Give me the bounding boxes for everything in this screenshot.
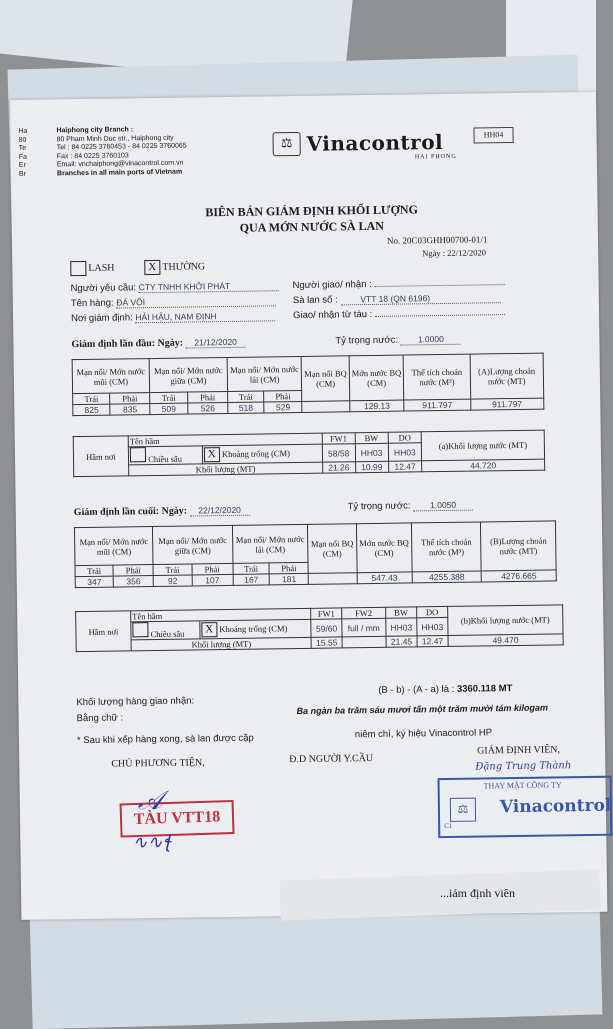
col-header: Mạn nổi/ Mớn nước giữa (CM) [149,357,228,392]
option-label: Chiều sâu [150,628,185,640]
col-header: Thể tích choán nước (M³) [404,354,471,400]
vinacontrol-stamp [438,776,613,838]
col-sub: Trái [75,565,113,577]
density-value: 1.0050 [413,500,473,512]
scales-icon: ⚖ [450,798,476,822]
row-label: Khối lượng (MT) [129,462,323,476]
col-header: Mạn nổi BQ (CM) [301,356,349,402]
addr-value: Tel : 84 0225 3760453 - 84 0225 3760065 [56,142,187,152]
addr-key: Ha [18,127,28,135]
requester-row [71,280,279,294]
goods-value: ĐÁ VÔI [116,295,276,308]
option-label: Khoảng trống (CM) [221,448,291,460]
col-header: (a)Khối lượng nước (MT) [421,430,544,461]
first-draft-table [72,353,545,417]
draft-cell [302,401,350,413]
col-header: Mạn nổi/ Mớn nước mũi (CM) [74,527,153,566]
col-header: Tên hầm [131,608,312,622]
company-address-block [18,126,187,179]
col-sub: Trái [153,564,191,576]
result-value: 3360.118 MT [456,683,513,695]
addr-key: 80 [18,136,27,144]
stamp-code: C1 [444,821,453,831]
doc-title: BIÊN BẢN GIÁM ĐỊNH KHỐI LƯỢNG [205,202,418,220]
col-header: Mạn nổi/ Mớn nước lái (CM) [232,524,308,563]
draft-cell [308,573,356,585]
col-sub: Phải [113,565,153,577]
addr-value: Email: vnchaiphong@vinacontrol.com.vn [56,159,184,169]
barge-row [293,292,501,306]
field-label: Tên hàng: [70,297,114,310]
delivery-person-row [293,277,505,291]
tank-cell: 44.720 [422,459,545,472]
tank-cell: 59/60 [311,619,342,637]
option-label: Khoảng trống (CM) [219,623,288,635]
col-sub: Trái [150,392,188,404]
in-words-label: Bằng chữ : [76,712,124,725]
tank-cell [342,636,386,648]
thuong-option[interactable] [144,259,205,275]
density-value: 1.0000 [401,334,461,346]
form-code: HH04 [473,127,513,144]
col-header: FW1 [322,433,355,444]
representative-signature-label: Đ.D NGƯỜI Y.CẦU [289,752,374,766]
col-header: Mớn nước BQ (CM) [356,523,412,573]
col-header: BW [386,607,417,618]
col-header: BW [355,432,388,443]
draft-cell: 129.13 [350,400,405,412]
addr-key: Er [18,161,26,169]
inspector-name: Đặng Trung Thành [475,760,572,773]
col-header: Mạn nổi BQ (CM) [308,524,357,574]
col-header: Thể tích choán nước (M³) [411,522,481,572]
draft-cell: 509 [150,403,188,415]
logo-subtitle: HAI PHONG [414,153,457,161]
col-header: DO [417,606,448,617]
ship-row [293,307,505,321]
draft-cell: 4255.388 [412,571,482,583]
last-draft-table [74,520,557,588]
in-words-value: Ba ngàn ba trăm sáu mươi tấn một trăm mười tám kilogam [296,702,549,717]
vinacontrol-logo [272,129,457,161]
field-blank [375,314,505,317]
col-header: FW2 [342,607,386,619]
field-label: Giao/ nhận từ tàu : [292,308,373,322]
checkbox-checked[interactable]: X [144,260,160,275]
col-sub: Trái [73,393,111,405]
col-header: DO [388,432,421,443]
tank-cell: 10.99 [355,461,388,472]
tank-cell: full / mm [342,618,386,637]
tank-cell: 21.26 [322,462,355,473]
checkbox[interactable] [70,261,86,276]
checkbox-checked[interactable]: X [204,447,220,462]
draft-cell: 911.797 [470,398,544,410]
addr-value: Fax : 84 0225 3760103 [56,151,129,160]
result-formula [378,683,512,696]
field-label: Người yêu cầu: [70,282,137,295]
draft-cell: 529 [264,401,302,413]
logo-text: Vinacontrol [306,129,444,156]
goods-row [71,295,277,309]
option-label: LASH [88,262,115,274]
col-header: (B)Lượng choán nước (MT) [481,521,556,571]
draft-cell: 347 [75,576,113,588]
first-date: 21/12/2020 [186,337,246,349]
barge-value: VTT 18 (QN 6196) [340,292,500,305]
tank-cell: 12.47 [388,461,421,472]
first-density [335,334,461,347]
owner-signature: 𝒜 [137,785,163,817]
field-label: Tỷ trọng nước: [347,500,411,513]
tank-cell: HH03 [355,443,389,461]
formula-text: (B - b) - (A - a) là : [378,683,455,696]
tank-cell: HH03 [417,617,448,635]
inspection-report-sheet [10,92,612,920]
section-label: Giám định lần cuối: Ngày: [73,505,188,519]
addr-key: Br [18,170,27,178]
tank-cell: 21.45 [386,636,417,647]
field-blank [374,284,504,287]
checkbox[interactable] [132,622,148,637]
col-sub: Phải [188,391,228,403]
tank-cell: 15.55 [312,637,343,648]
stamp-caption: THAY MẶT CÔNG TY [483,780,562,791]
draft-cell: 167 [233,574,270,586]
col-header: Tên hầm [128,433,322,447]
draft-cell: 835 [110,404,150,416]
field-label: Sà lan số : [292,294,338,307]
checkbox-checked[interactable]: X [201,622,217,637]
last-survey-heading [74,505,250,518]
note-text: * Sau khi xếp hàng xong, sà lan được cặp [76,732,254,747]
scales-icon: ⚖ [272,132,300,156]
red-ship-stamp: TÀU VTT18 [120,800,235,838]
col-header: (A)Lượng choán nước (MT) [470,353,544,399]
col-header: Mạn nổi/ Mớn nước mũi (CM) [72,359,149,394]
draft-cell: 4276.665 [481,570,556,582]
draft-cell: 825 [73,404,111,416]
col-sub: Trái [228,391,264,403]
field-label: Nơi giám định: [70,312,133,325]
row-header: Hầm nơi [73,436,129,477]
draft-cell: 181 [270,573,309,585]
col-sub: Phải [192,563,233,575]
tank-cell: 12.47 [417,635,448,646]
col-header: Mạn nổi/ Mớn nước giữa (CM) [153,525,233,564]
draft-cell: 526 [188,402,228,414]
draft-cell: 518 [228,402,264,414]
note-text: niêm chì, ký hiệu Vinacontrol HP [354,727,493,741]
tank-cell: 58/58 [322,444,355,462]
inspector-signature-label: GIÁM ĐỊNH VIÊN, [477,744,561,757]
col-header: FW1 [311,608,342,619]
draft-cell: 547.43 [357,572,413,584]
stamp-logo: Vinacontrol [499,795,612,818]
tank-cell: HH03 [386,618,417,636]
option-label: THƯỜNG [162,261,206,273]
col-header: (b)Khối lượng nước (MT) [447,605,563,636]
col-sub: Phải [110,393,150,405]
field-label: Tỷ trọng nước: [335,334,399,347]
result-label: Khối lượng hàng giao nhận: [76,695,195,709]
col-header: Mớn nước BQ (CM) [349,355,404,401]
location-row [71,310,275,324]
addr-key: Fa [18,153,28,161]
col-sub: Phải [264,390,302,402]
section-label: Giám định lần đầu: Ngày: [71,337,184,351]
last-tank-table [75,604,564,652]
tank-cell: HH03 [388,443,422,461]
doc-date: Ngày : 22/12/2020 [422,247,486,259]
draft-cell: 356 [113,576,153,588]
col-header: Mạn nổi/ Mớn nước lái (CM) [227,356,302,391]
owner-signature: ∿∿ꞎ [132,831,172,854]
option-label: Chiều sâu [148,453,182,465]
last-date: 22/12/2020 [190,505,250,517]
lash-option[interactable] [70,261,114,277]
draft-cell: 911.797 [404,399,470,411]
doc-subtitle: QUA MỚN NƯỚC SÀ LAN [239,218,384,235]
first-tank-table [73,430,546,478]
draft-cell: 107 [192,574,233,586]
last-density [348,500,474,513]
draft-cell: 92 [154,575,192,587]
location-value: HẢI HẬU, NAM ĐỊNH [135,310,275,323]
requester-value: CTY TNHH KHỞI PHÁT [139,280,279,293]
col-sub: Phải [269,562,308,574]
col-sub: Trái [233,563,270,575]
checkbox[interactable] [130,447,146,462]
tank-cell: 49.470 [448,634,563,647]
owner-signature-label: CHỦ PHƯƠNG TIỆN, [111,757,205,770]
doc-number: No. 20C03GHH00700-01/1 [386,234,488,246]
background-paper-text: ...iám định viên [440,886,515,900]
addr-value: 80 Pham Minh Duc str., Haiphong city [56,134,174,143]
row-label: Khối lượng (MT) [131,637,312,651]
addr-value: Haiphong city Branch : [56,126,134,135]
addr-key: Te [18,144,27,152]
row-header: Hầm nơi [76,611,132,652]
first-survey-heading [71,337,245,350]
addr-value: Branches in all main ports of Vietnam [56,168,183,177]
field-label: Người giao/ nhận : [292,278,372,292]
